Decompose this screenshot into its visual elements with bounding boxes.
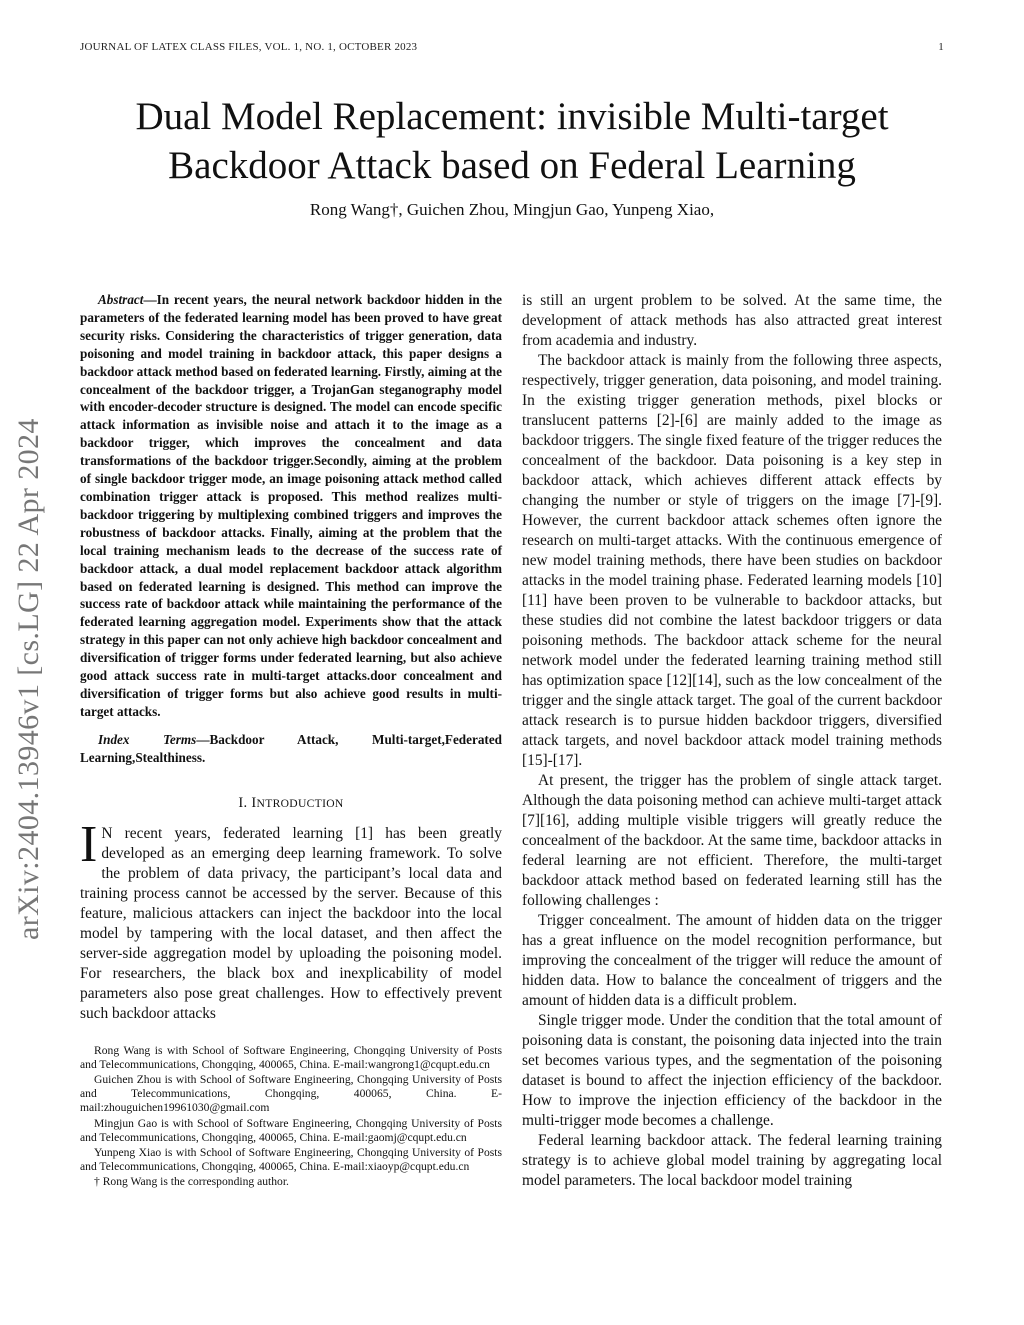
- author-list: Rong Wang†, Guichen Zhou, Mingjun Gao, Yunpeng Xiao,: [309, 200, 715, 219]
- footnote-author-3: Mingjun Gao is with School of Software Engineering, Chongqing University of Posts and Telecommunications, Chongqing, 400065, China. E-mail:gaomj@cqupt.edu.cn: [80, 1116, 502, 1144]
- section-numeral: I.: [238, 794, 252, 811]
- page-number: 1: [938, 41, 944, 53]
- section-title-initial: I: [251, 794, 257, 811]
- paragraph: The backdoor attack is mainly from the following three aspects, respectively, trigger generation, data poisoning, and model training. In the existing trigger generation methods, pixel blocks or translucent patterns [2]-[6] are mainly added to the image as backdoor triggers. The single fixed feature of the trigger reduces the concealment of the backdoor. Data poisoning is a key step in backdoor attack, which achieves different attack effects by changing the number or style of triggers on the image [7]-[9]. However, the current backdoor attack schemes often ignore the research on multi-target attacks. With the continuous emergence of new model training methods, there have been studies on backdoor attacks in the model training phase. Federated learning models [10][11] have been proven to be vulnerable to backdoor attacks, but these studies did not combine the latest backdoor triggers or data poisoning methods. The backdoor attack scheme for the neural network model under the federated learning training method still has optimization space [12][14], such as the low concealment of the trigger and the single attack target. The goal of the current backdoor attack research is to pursue hidden backdoor triggers, diversified attack targets, and novel backdoor attack model training methods [15]-[17].: [522, 352, 942, 769]
- paragraph: is still an urgent problem to be solved. At the same time, the development of attack methods has also attracted great interest from academia and industry.: [522, 292, 942, 349]
- journal-name: JOURNAL OF LATEX CLASS FILES, VOL. 1, NO. 1, OCTOBER 2023: [80, 41, 418, 53]
- left-column: [80, 291, 502, 1191]
- abstract-label: Abstract: [98, 292, 144, 307]
- abstract: [80, 291, 502, 721]
- index-terms: [80, 731, 502, 767]
- section-heading-introduction: [80, 795, 502, 812]
- footnotes: [80, 1044, 502, 1190]
- paper-title: Dual Model Replacement: invisible Multi-target Backdoor Attack based on Federal Learning: [135, 95, 889, 187]
- arxiv-identifier[interactable]: arXiv:2404.13946v1 [cs.LG] 22 Apr 2024: [12, 418, 45, 940]
- intro-paragraph: [80, 815, 502, 1024]
- right-column: [522, 291, 942, 1191]
- section-title-rest: NTRODUCTION: [256, 796, 344, 810]
- footnote-author-4: Yunpeng Xiao is with School of Software Engineering, Chongqing University of Posts and Telecommunications, Chongqing, 400065, China. E-mail:xiaoyp@cqupt.edu.cn: [80, 1145, 502, 1174]
- paragraph: At present, the trigger has the problem of single attack target. Although the data poisoning method can achieve multi-target attack [7][16], adding multiple visible triggers will greatly reduce the concealment of the backdoor. At the same time, backdoor attacks in federal learning are not efficient. Therefore, the multi-target backdoor attack method based on federated learning still has the following challenges :: [522, 772, 942, 909]
- paragraph: Trigger concealment. The amount of hidden data on the trigger has a great influence on the model recognition performance, but improving the concealment of the trigger will reduce the amount of hidden data. How to balance the concealment of triggers and the amount of hidden data is a difficult problem.: [522, 912, 942, 1009]
- paragraph: Federal learning backdoor attack. The federal learning training strategy is to achieve global model training by aggregating local model parameters. The local backdoor model training: [522, 1132, 942, 1189]
- abstract-text: —In recent years, the neural network backdoor hidden in the parameters of the federated learning model has been proved to have great security risks. Considering the characteristics of trigger generation, data poisoning and model training in backdoor attack, this paper designs a backdoor attack method based on federated learning. Firstly, aiming at the concealment of the backdoor trigger, a TrojanGan steganography model with encoder-decoder structure is designed. The model can encode specific attack information as invisible noise and attach it to the image as a backdoor trigger, which improves the concealment and data transformations of the backdoor trigger.Secondly, aiming at the problem of single backdoor trigger mode, an image poisoning attack method called combination trigger attack is proposed. This method realizes multi-backdoor triggering by multiplexing combined triggers and improves the robustness of backdoor attacks. Finally, aiming at the problem that the local training mechanism leads to the decrease of the success rate of backdoor attack, a dual model replacement backdoor attack algorithm based on federated learning is designed. This method can improve the success rate of backdoor attack while maintaining the performance of the federated learning aggregation model. Experiments show that the attack strategy in this paper can not only achieve high backdoor concealment and diversification of trigger forms under federated learning, but also achieve good attack success rate in multi-target attacks.door concealment and diversification of trigger forms but also achieve good results in multi-target attacks.: [80, 292, 502, 719]
- footnote-corresponding: † Rong Wang is the corresponding author.: [94, 1175, 289, 1189]
- footnote-author-1: Rong Wang is with School of Software Engineering, Chongqing University of Posts and Telecommunications, Chongqing, 400065, China. E-mail:wangrong1@cqupt.edu.cn: [80, 1043, 502, 1071]
- paragraph: Single trigger mode. Under the condition that the total amount of poisoning data is constant, the poisoning data injected into the train set becomes various types, and the segmentation of the poisoning dataset is bound to affect the injection efficiency of the backdoor. How to improve the injection efficiency of the backdoor in the multi-trigger mode becomes a challenge.: [522, 1012, 942, 1129]
- footnote-author-2: Guichen Zhou is with School of Software Engineering, Chongqing University of Posts and Telecommunications, Chongqing, 400065, China. E-mail:zhouguichen19961030@gmail.com: [80, 1072, 502, 1115]
- intro-text: N recent years, federated learning [1] has been greatly developed as an emerging deep learning framework. To solve the problem of data privacy, the participant’s local data and training process cannot be accessed by the server. Because of this feature, malicious attackers can inject the backdoor into the local model by tampering with the local dataset, and then affect the server-side aggregation model by uploading the poisoning model. For researchers, the black box and inexplicability of model parameters also pose great challenges. How to effectively prevent such backdoor attacks: [80, 824, 502, 1022]
- index-terms-text: —Backdoor Attack, Multi-target,Federated Learning,Stealthiness.: [80, 731, 503, 765]
- index-terms-label: Index Terms: [98, 731, 197, 747]
- drop-cap: I: [80, 815, 98, 873]
